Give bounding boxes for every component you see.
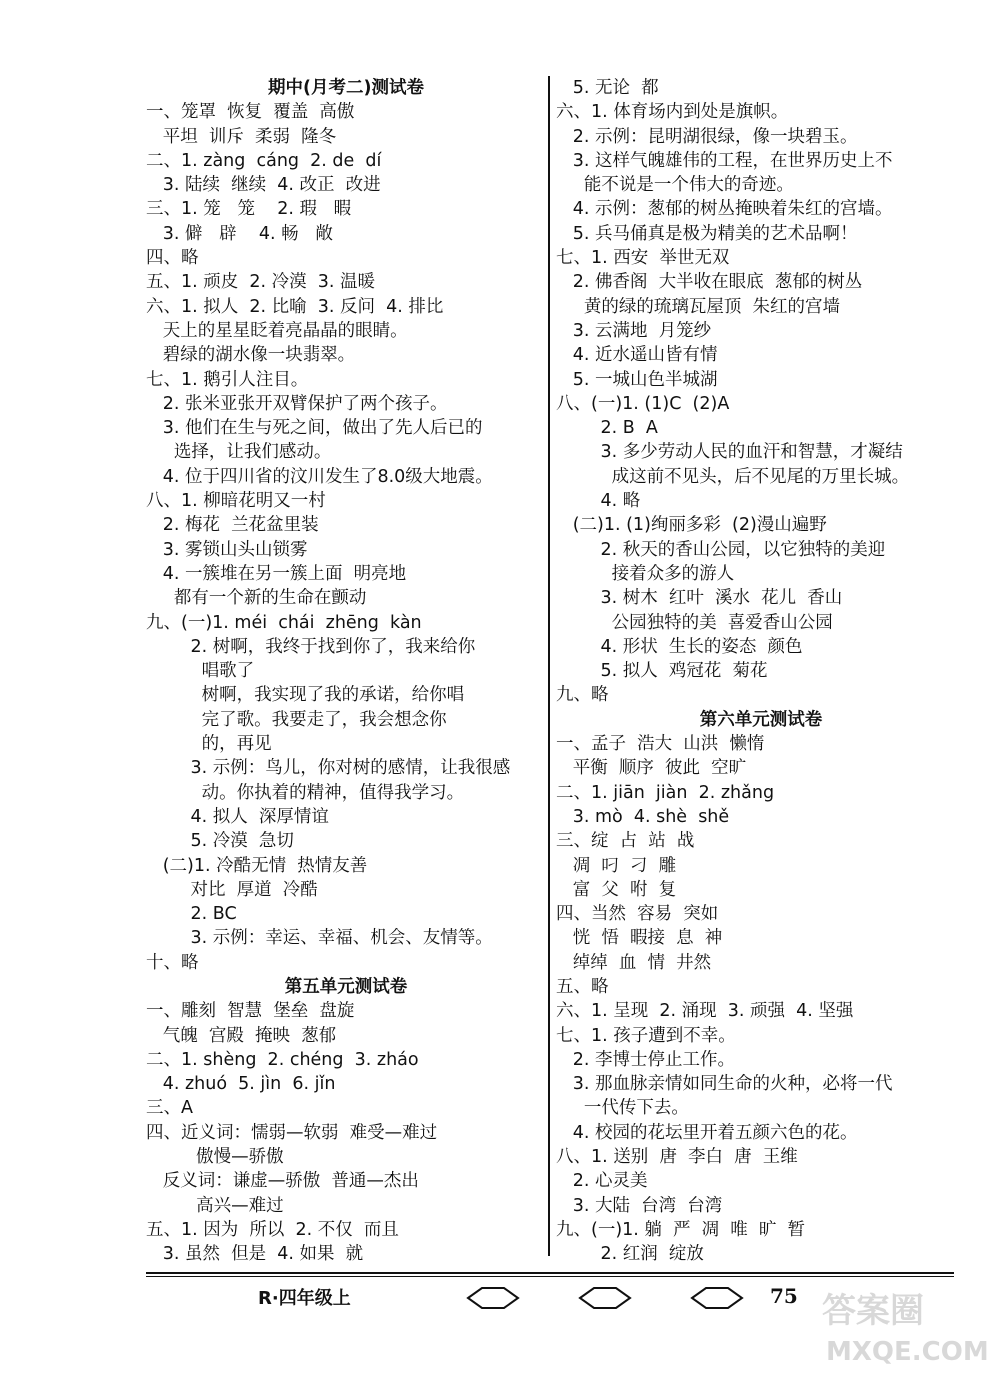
answer-line: 二、1. zàng cáng 2. de dí: [146, 150, 382, 171]
answer-line: 选择，让我们感动。: [146, 442, 332, 463]
answer-line: 2. 红润 绽放: [556, 1244, 704, 1265]
answer-line: 黄的绿的琉璃瓦屋顶 朱红的宫墙: [556, 296, 840, 317]
answer-line: 4. 略: [556, 491, 641, 512]
answer-line: 3. 虽然 但是 4. 如果 就: [146, 1244, 364, 1265]
answer-line: 公园独特的美 喜爱香山公园: [556, 612, 833, 633]
answer-line: 八、(一)1. (1)C (2)A: [556, 393, 730, 414]
section-title: 第五单元测试卷: [284, 976, 408, 997]
answer-line: 3. mò 4. shè shě: [556, 806, 730, 827]
answer-line: 3. 多少劳动人民的血汗和智慧，才凝结: [556, 442, 903, 463]
answer-line: 五、1. 因为 所以 2. 不仅 而且: [146, 1219, 399, 1240]
answer-line: 2. B A: [556, 418, 658, 439]
section-title: 第六单元测试卷: [699, 709, 823, 730]
answer-line: 恍 悟 暇接 息 神: [556, 928, 723, 949]
answer-line: 2. 树啊，我终于找到你了，我来给你: [146, 636, 476, 657]
answer-line: 六、1. 呈现 2. 涌现 3. 顽强 4. 坚强: [556, 1001, 854, 1022]
answer-line: 2. 心灵美: [556, 1171, 648, 1192]
answer-line: 四、当然 容易 突如: [556, 904, 719, 925]
answer-line: 二、1. shèng 2. chéng 3. zháo: [146, 1049, 419, 1070]
answer-line: 3. 示例：幸运、幸福、机会、友情等。: [146, 928, 493, 949]
answer-line: 平坦 训斥 柔弱 隆冬: [146, 126, 337, 147]
answer-line: 富 父 咐 复: [556, 879, 677, 900]
answer-line: 3. 大陆 台湾 台湾: [556, 1195, 723, 1216]
answer-line: 平衡 顺序 彼此 空旷: [556, 758, 747, 779]
answer-line: 碧绿的湖水像一块翡翠。: [146, 345, 356, 366]
answer-line: 2. 示例：昆明湖很绿，像一块碧玉。: [556, 126, 858, 147]
answer-line: 3. 那血脉亲情如同生命的火种，必将一代: [556, 1074, 893, 1095]
answer-line: 天上的星星眨着亮晶晶的眼睛。: [146, 320, 408, 341]
watermark-logo: [812, 1282, 990, 1370]
answer-line: 九、略: [556, 685, 609, 706]
answer-line: 四、近义词：懦弱—软弱 难受—难过: [146, 1122, 438, 1143]
answer-line: 十、略: [146, 952, 199, 973]
answer-line: 傲慢—骄傲: [146, 1147, 284, 1168]
answer-line: 高兴—难过: [146, 1195, 284, 1216]
left-column: [146, 76, 546, 1267]
answer-line: 二、1. jiān jiàn 2. zhǎng: [556, 782, 775, 803]
answer-line: 3. 僻 辟 4. 畅 敞: [146, 223, 333, 244]
answer-line: 一代传下去。: [556, 1098, 689, 1119]
answer-line: 3. 云满地 月笼纱: [556, 320, 712, 341]
answer-line: 六、1. 体育场内到处是旗帜。: [556, 102, 789, 123]
answer-line: 三、1. 笼 笼 2. 瑕 暇: [146, 199, 352, 220]
answer-line: 动。你执着的精神，值得我学习。: [146, 782, 465, 803]
answer-line: 4. 拟人 深厚情谊: [146, 806, 329, 827]
answer-line: 4. 形状 生长的姿态 颜色: [556, 636, 803, 657]
answer-line: 5. 冷漠 急切: [146, 831, 294, 852]
answer-line: 三、绽 占 站 战: [556, 831, 695, 852]
answer-line: 八、1. 柳暗花明又一村: [146, 491, 326, 512]
grade-label: R·四年级上: [258, 1288, 351, 1309]
answer-line: 3. 这样气魄雄伟的工程，在世界历史上不: [556, 150, 893, 171]
right-column: [556, 76, 966, 1267]
watermark-bottom: MXQE.COM: [826, 1337, 989, 1367]
answer-line: 接着众多的游人: [556, 563, 735, 584]
answer-line: 唱歌了: [146, 661, 255, 682]
answer-line: 树啊，我实现了我的承诺，给你唱: [146, 685, 465, 706]
answer-line: 3. 陆续 继续 4. 改正 改进: [146, 175, 381, 196]
page-number: 75: [770, 1284, 798, 1308]
answer-line: 完了歌。我要走了，我会想念你: [146, 709, 447, 730]
answer-line: 对比 厚道 冷酷: [146, 879, 318, 900]
answer-line: 4. 示例：葱郁的树丛掩映着朱红的宫墙。: [556, 199, 893, 220]
answer-line: 2. 李博士停止工作。: [556, 1049, 735, 1070]
answer-line: 一、孟子 浩大 山洪 懒惰: [556, 734, 765, 755]
answer-line: 一、雕刻 智慧 堡垒 盘旋: [146, 1001, 355, 1022]
answer-line: 3. 示例：鸟儿，你对树的感情，让我很感: [146, 758, 511, 779]
answer-line: 八、1. 送别 唐 李白 唐 王维: [556, 1147, 798, 1168]
answer-line: 2. 佛香阁 大半收在眼底 葱郁的树丛: [556, 272, 863, 293]
answer-line: 成这前不见头，后不见尾的万里长城。: [556, 466, 910, 487]
answer-line: 都有一个新的生命在颤动: [146, 588, 367, 609]
footer-rule-thin: [146, 1276, 954, 1277]
answer-line: 4. zhuó 5. jìn 6. jǐn: [146, 1074, 336, 1095]
diamond-ornament-icon: [578, 1286, 632, 1310]
answer-line: 2. 秋天的香山公园，以它独特的美迎: [556, 539, 886, 560]
answer-line: 三、A: [146, 1098, 193, 1119]
answer-line: 5. 拟人 鸡冠花 菊花: [556, 661, 768, 682]
answer-line: (二)1. (1)绚丽多彩 (2)漫山遍野: [556, 515, 827, 536]
answer-line: 3. 雾锁山头山锁雾: [146, 539, 308, 560]
answer-line: (二)1. 冷酷无情 热情友善: [146, 855, 368, 876]
answer-line: 2. BC: [146, 904, 237, 925]
answer-line: 能不说是一个伟大的奇迹。: [556, 175, 794, 196]
answer-line: 的，再见: [146, 734, 272, 755]
answer-line: 4. 一簇堆在另一簇上面 明亮地: [146, 563, 407, 584]
answer-line: 5. 兵马俑真是极为精美的艺术品啊！: [556, 223, 858, 244]
answer-line: 四、略: [146, 248, 199, 269]
answer-line: 五、1. 顽皮 2. 冷漠 3. 温暖: [146, 272, 376, 293]
watermark-top: 答案圈: [822, 1291, 924, 1331]
section-title: 期中(月考二)测试卷: [268, 78, 424, 98]
answer-line: 2. 梅花 兰花盆里装: [146, 515, 319, 536]
answer-line: 一、笼罩 恢复 覆盖 高傲: [146, 102, 355, 123]
answer-line: 4. 位于四川省的汶川发生了8.0级大地震。: [146, 466, 493, 487]
answer-line: 5. 无论 都: [556, 78, 659, 98]
footer-rule: [146, 1272, 954, 1274]
answer-line: 反义词：谦虚—骄傲 普通—杰出: [146, 1171, 419, 1192]
answer-line: 气魄 宫殿 掩映 葱郁: [146, 1025, 337, 1046]
answer-line: 六、1. 拟人 2. 比喻 3. 反问 4. 排比: [146, 296, 444, 317]
answer-line: 4. 校园的花坛里开着五颜六色的花。: [556, 1122, 858, 1143]
answer-line: 七、1. 鹅引人注目。: [146, 369, 309, 390]
answer-line: 七、1. 西安 举世无双: [556, 248, 730, 269]
answer-line: 九、(一)1. méi chái zhēng kàn: [146, 612, 422, 633]
answer-line: 凋 叼 刁 雕: [556, 855, 677, 876]
answer-line: 七、1. 孩子遭到不幸。: [556, 1025, 736, 1046]
diamond-ornament-icon: [466, 1286, 520, 1310]
diamond-ornament-icon: [690, 1286, 744, 1310]
answer-line: 5. 一城山色半城湖: [556, 369, 718, 390]
answer-line: 3. 树木 红叶 溪水 花儿 香山: [556, 588, 843, 609]
answer-line: 绰绰 血 情 井然: [556, 952, 712, 973]
column-divider: [548, 76, 550, 1256]
answer-line: 九、(一)1. 躺 严 凋 唯 旷 暂: [556, 1219, 806, 1240]
answer-line: 4. 近水遥山皆有情: [556, 345, 718, 366]
answer-line: 2. 张米亚张开双臂保护了两个孩子。: [146, 393, 448, 414]
answer-line: 3. 他们在生与死之间，做出了先人后已的: [146, 418, 483, 439]
answer-line: 五、略: [556, 976, 609, 997]
